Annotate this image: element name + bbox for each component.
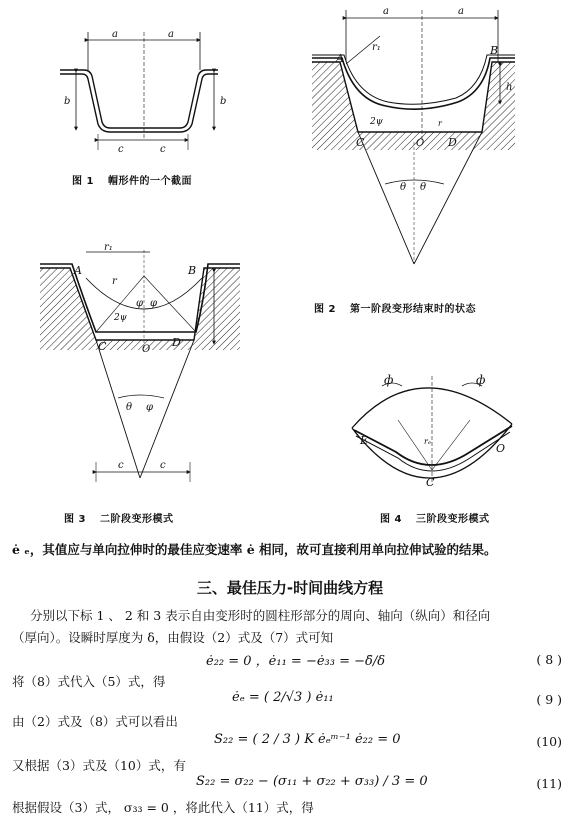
fig3-label-r: r xyxy=(112,276,117,287)
equation-10-number: (10) xyxy=(536,734,562,749)
figure-2-first-stage xyxy=(312,10,515,264)
fig2-caption-num: 图 2 xyxy=(314,304,336,315)
fig1-caption-num: 图 1 xyxy=(72,176,94,187)
figure-4-third-stage xyxy=(352,376,512,482)
fig2-label-r1: r₁ xyxy=(372,42,381,53)
figure-1-hat-section xyxy=(60,32,218,150)
equation-8: ė₂₂ = 0 ，ė₁₁ = −ė₃₃ = −δ̇/δ xyxy=(206,654,386,669)
fig4-label-phi-right: ф xyxy=(476,373,486,387)
paragraph-line-2: （厚向）。设瞬时厚度为 δ，由假设（2）式及（7）式可知 xyxy=(12,630,334,645)
fig3-caption-num: 图 3 xyxy=(64,514,86,525)
fig4-label-phi-left: ф xyxy=(384,373,394,387)
paragraph-line-6: 根据假设（3）式， σ₃₃ = 0 ，将此代入（11）式，得 xyxy=(12,800,314,815)
fig3-label-D: D xyxy=(172,336,181,349)
fig2-label-D: D xyxy=(448,136,457,149)
fig3-caption-text: 二阶段变形模式 xyxy=(99,514,174,525)
fig4-caption-num: 图 4 xyxy=(380,514,402,525)
equation-11-number: (11) xyxy=(536,776,562,791)
fig2-label-a-left: a xyxy=(383,6,389,17)
fig3-label-c-right: c xyxy=(160,460,166,471)
fig3-label-A: A xyxy=(74,264,82,277)
fig2-label-A: A xyxy=(336,52,344,65)
paragraph-line-5: 又根据（3）式及（10）式，有 xyxy=(12,758,186,773)
paragraph-line-1: 分别以下标 1 、 2 和 3 表示自由变形时的圆柱形部分的周向、轴向（纵向）和径向 xyxy=(30,608,491,623)
fig3-label-phi-right: φ xyxy=(150,298,158,309)
fig1-label-a-right: a xyxy=(168,29,174,40)
figure-3-second-stage xyxy=(40,250,240,482)
fig4-label-re: rₑ xyxy=(424,437,431,446)
fig2-caption xyxy=(314,300,476,315)
fig2-label-h: h xyxy=(506,82,513,93)
fig4-caption-text: 三阶段变形模式 xyxy=(415,514,490,525)
fig1-caption-text: 帽形件的一个截面 xyxy=(107,176,192,187)
equation-10: S₂₂ = ( 2 / 3 ) K ėₑᵐ⁻¹ ė₂₂ = 0 xyxy=(214,732,401,747)
fig4-label-E: E xyxy=(360,434,369,447)
equation-9-number: ( 9 ) xyxy=(536,692,562,707)
fig1-label-b-right: b xyxy=(220,96,227,107)
fig2-label-r: r xyxy=(438,119,442,128)
equation-11: S₂₂ = σ₂₂ − (σ₁₁ + σ₂₂ + σ₃₃) / 3 = 0 xyxy=(196,774,428,789)
equation-9: ėₑ = ( 2/√3 ) ė₁₁ xyxy=(232,690,334,705)
fig2-label-a-right: a xyxy=(458,6,464,17)
fig2-label-B: B xyxy=(490,44,499,57)
section-heading: 三、最佳压力-时间曲线方程 xyxy=(196,579,384,597)
equation-8-number: ( 8 ) xyxy=(536,652,562,667)
fig4-caption xyxy=(380,510,489,525)
fig3-label-C: C xyxy=(98,340,107,353)
fig2-label-theta-left: θ xyxy=(400,182,407,193)
fig3-label-2psi: 2ψ xyxy=(114,313,127,323)
fig1-label-a-left: a xyxy=(112,29,118,40)
paragraph-line-4: 由（2）式及（8）式可以看出 xyxy=(12,714,178,729)
fig2-label-2psi: 2ψ xyxy=(370,117,383,127)
fig2-label-theta-right: θ xyxy=(420,182,427,193)
fig2-caption-text: 第一阶段变形结束时的状态 xyxy=(349,304,476,315)
fig4-label-O: O xyxy=(496,442,506,455)
fig1-label-c-left: c xyxy=(118,144,124,155)
fig3-label-phi-left: φ xyxy=(136,298,144,309)
fig1-caption xyxy=(72,172,192,187)
fig2-label-O: O xyxy=(416,138,425,149)
fig3-label-theta-right: φ xyxy=(146,402,154,413)
text-line-1: ė ₑ，其值应与单向拉伸时的最佳应变速率 ė 相同，故可直接利用单向拉伸试验的结果。 xyxy=(12,542,497,557)
fig3-label-r1: r₁ xyxy=(104,242,113,253)
fig3-label-B: B xyxy=(188,264,197,277)
fig2-label-C: C xyxy=(356,136,365,149)
fig4-label-C: C xyxy=(426,476,435,489)
fig3-label-c-left: c xyxy=(118,460,124,471)
fig1-label-b-left: b xyxy=(64,96,71,107)
paragraph-line-3: 将（8）式代入（5）式，得 xyxy=(12,674,166,689)
fig3-label-O: O xyxy=(142,344,151,355)
fig3-label-theta-left: θ xyxy=(126,402,133,413)
fig3-caption xyxy=(64,510,173,525)
fig1-label-c-right: c xyxy=(160,144,166,155)
